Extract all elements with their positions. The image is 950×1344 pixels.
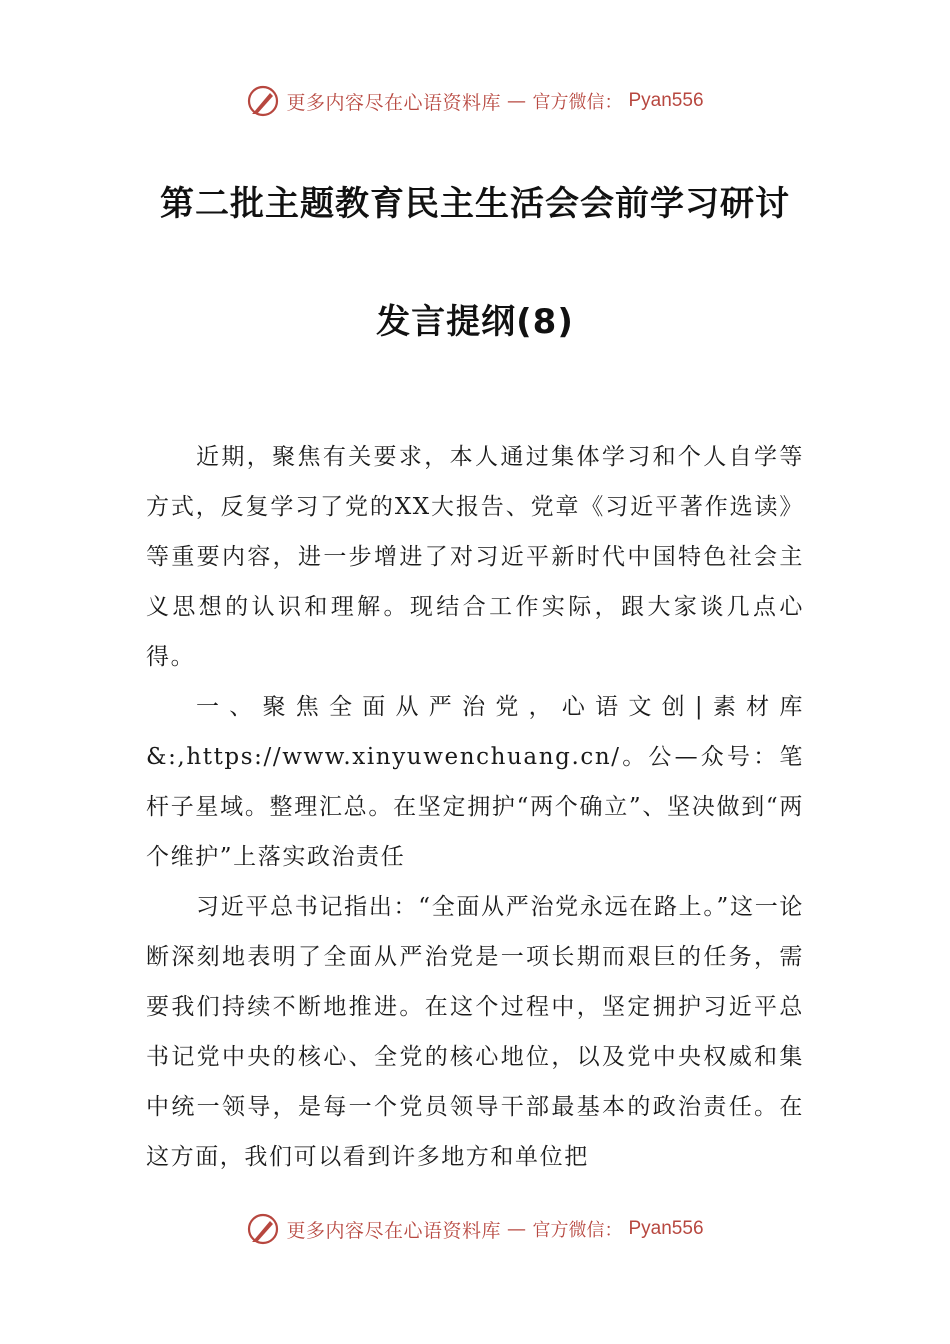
paragraph-section-heading: 一、聚焦全面从严治党，心语文创|素材库&:,https://www.xinyuwenchuang.cn/。公—众号：笔杆子星域。整理汇总。在坚定拥护“两个确立”、坚决做到“两个维护”上落实政治责任 bbox=[146, 694, 804, 870]
footer-banner bbox=[0, 1212, 950, 1246]
banner-slogan: 更多内容尽在心语资料库 bbox=[286, 1219, 501, 1242]
document-title-line-2: 发言提纲(8) bbox=[376, 302, 574, 342]
document-title-line-1: 第二批主题教育民主生活会会前学习研讨 bbox=[160, 184, 790, 224]
document-body bbox=[146, 432, 804, 1182]
banner-dash: — bbox=[507, 1218, 527, 1240]
banner-wechat-id: Pyan556 bbox=[628, 90, 704, 111]
pen-nib-logo-icon bbox=[246, 1212, 280, 1246]
paragraph-discussion: 习近平总书记指出：“全面从严治党永远在路上。”这一论断深刻地表明了全面从严治党是一项长期而艰巨的任务，需要我们持续不断地推进。在这个过程中，坚定拥护习近平总书记党中央的核心、全党的核心地位，以及党中央权威和集中统一领导，是每一个党员领导干部最基本的政治责任。在这方面，我们可以看到许多地方和单位把 bbox=[146, 894, 804, 1170]
header-banner bbox=[0, 84, 950, 118]
banner-wechat-id: Pyan556 bbox=[628, 1218, 704, 1239]
banner-wechat-label: 官方微信： bbox=[532, 92, 623, 113]
pen-nib-logo-icon bbox=[246, 84, 280, 118]
banner-dash: — bbox=[507, 90, 527, 112]
banner-slogan: 更多内容尽在心语资料库 bbox=[286, 91, 501, 114]
paragraph-intro: 近期，聚焦有关要求，本人通过集体学习和个人自学等方式，反复学习了党的XX大报告、党章《习近平著作选读》等重要内容，进一步增进了对习近平新时代中国特色社会主义思想的认识和理解。现结合工作实际，跟大家谈几点心得。 bbox=[146, 444, 804, 670]
banner-wechat-label: 官方微信： bbox=[532, 1220, 623, 1241]
